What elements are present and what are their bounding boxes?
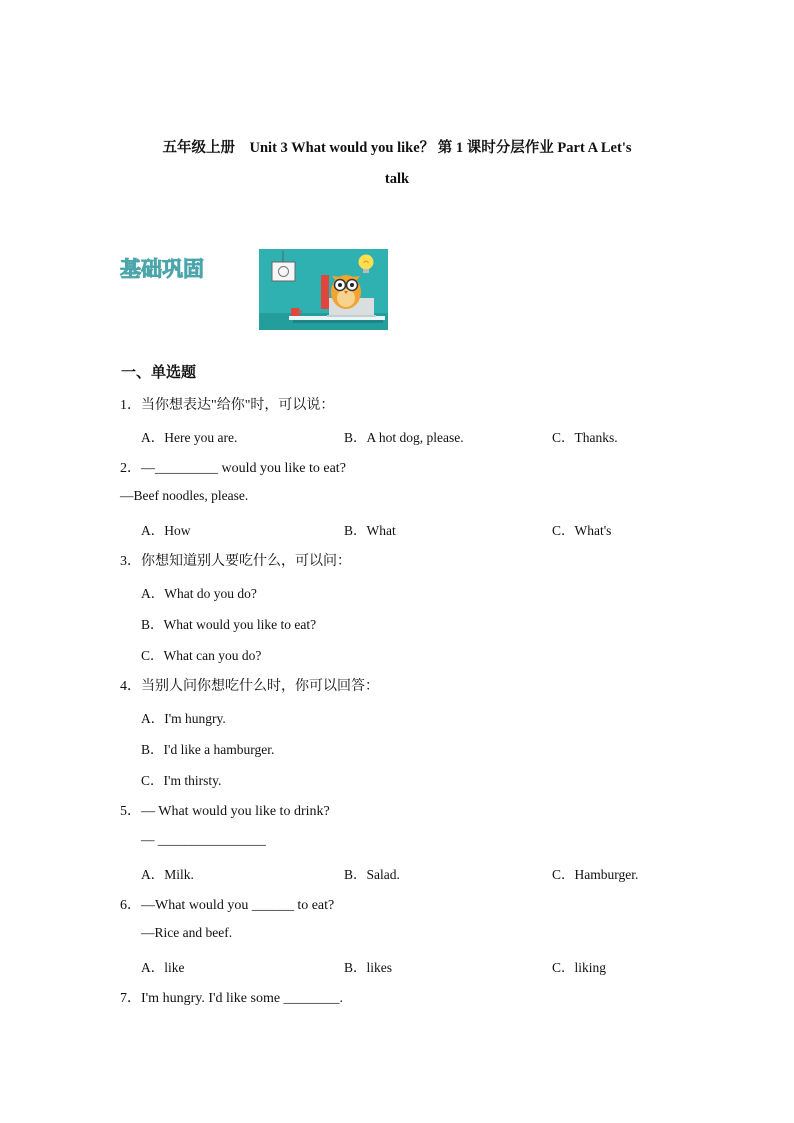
q2-option-b[interactable]: B．What [344, 523, 396, 538]
question-number: 2． [120, 461, 141, 476]
question-text: —_________ would you like to eat? [141, 461, 346, 476]
question-5 [120, 800, 330, 820]
q3-option-a[interactable]: A．What do you do? [141, 586, 257, 601]
question-number: 7． [120, 991, 141, 1006]
q3-option-c[interactable]: C．What can you do? [141, 648, 262, 663]
question-text: —What would you ______ to eat? [141, 898, 335, 913]
section-badge [118, 253, 218, 283]
question-number: 1． [120, 398, 141, 413]
title-line-2: talk [384, 171, 410, 187]
question-text: I'm hungry. I'd like some ________. [141, 991, 344, 1006]
question-number: 3． [120, 554, 141, 569]
q2-option-c[interactable]: C．What's [552, 523, 612, 538]
question-4 [120, 675, 379, 695]
question-3 [120, 550, 351, 570]
q4-option-b[interactable]: B．I'd like a hamburger. [141, 742, 275, 757]
q6-option-c[interactable]: C．liking [552, 960, 607, 975]
title-line-1: 五年级上册 Unit 3 What would you like？ 第 1 课时分层作业 Part A Let's [162, 140, 632, 156]
q6-option-a[interactable]: A．like [141, 960, 185, 975]
question-text: — What would you like to drink? [141, 804, 330, 819]
q1-option-c[interactable]: C．Thanks. [552, 430, 618, 445]
q5-option-a[interactable]: A．Milk. [141, 867, 194, 882]
section-title-single-choice: 一、单选题 [121, 365, 197, 381]
question-2 [120, 457, 346, 477]
q1-option-a[interactable]: A．Here you are. [141, 430, 238, 445]
question-text: 当别人问你想吃什么时，你可以回答： [141, 679, 379, 694]
q2-option-a[interactable]: A．How [141, 523, 191, 538]
q5-answer-blank[interactable]: — ________________ [141, 832, 266, 847]
question-1 [120, 394, 334, 414]
question-text: 当你想表达"给你"时，可以说： [141, 398, 335, 413]
q1-option-b[interactable]: B．A hot dog, please. [344, 430, 464, 445]
q2-prompt-answer: —Beef noodles, please. [120, 488, 249, 503]
question-number: 5． [120, 804, 141, 819]
question-number: 6． [120, 898, 141, 913]
badge-label: 基础巩固 [120, 257, 204, 281]
q4-option-c[interactable]: C．I'm thirsty. [141, 773, 222, 788]
q6-option-b[interactable]: B．likes [344, 960, 393, 975]
q4-option-a[interactable]: A．I'm hungry. [141, 711, 226, 726]
question-6 [120, 894, 334, 914]
q3-option-b[interactable]: B．What would you like to eat? [141, 617, 317, 632]
question-number: 4． [120, 679, 141, 694]
question-7 [120, 987, 343, 1007]
question-text: 你想知道别人要吃什么，可以问： [141, 554, 351, 569]
q6-prompt-answer: —Rice and beef. [141, 925, 233, 940]
document-title [100, 133, 694, 195]
q5-option-c[interactable]: C．Hamburger. [552, 867, 639, 882]
q5-option-b[interactable]: B．Salad. [344, 867, 400, 882]
owl-at-desk-illustration [259, 249, 388, 330]
